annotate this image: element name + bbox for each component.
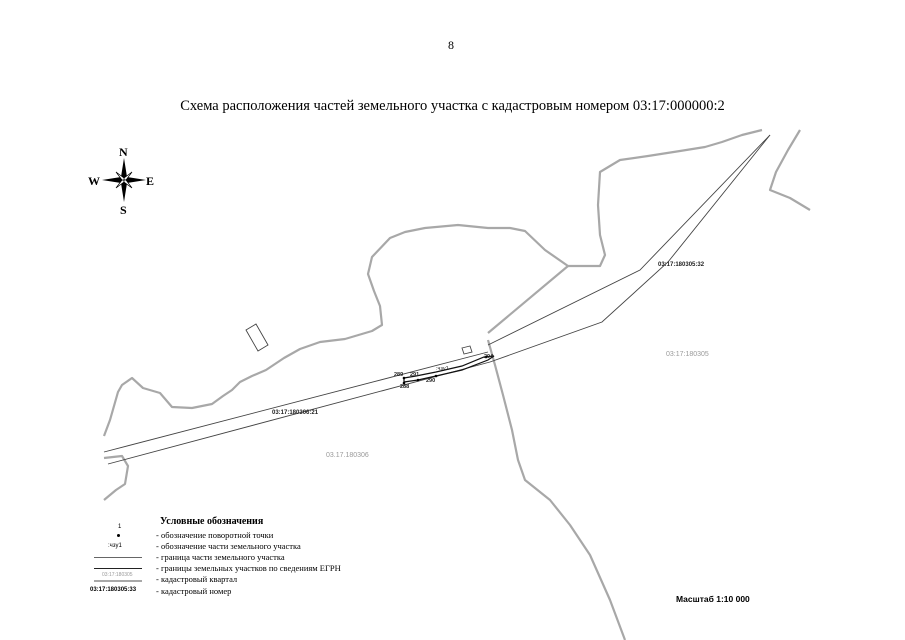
quarter-boundary-ne [770,130,810,210]
parcel-boundaries [104,135,770,464]
land-part [404,356,494,382]
legend-text: - границы земельных участков по сведениям ЕГРН [156,563,341,573]
legend-row-part-boundary [90,552,410,562]
legend-part-label: :чзу1 [108,543,122,549]
map-scale: Масштаб 1:10 000 [676,594,750,604]
legend-symbol-part-boundary [90,552,148,562]
turning-point [435,375,438,378]
compass-south: S [120,203,127,217]
parcel-boundary-line [488,135,770,345]
quarter-boundary-river [104,130,762,436]
point-label: 291 [410,372,420,378]
quarter-boundary-mid [488,266,568,333]
legend-parcel-label: 03:17:180305:33 [90,587,137,593]
compass-west: W [88,174,100,188]
legend-symbol-quarter [90,574,148,584]
compass-north: N [119,145,128,159]
compass-east: E [146,174,155,188]
parcel-boundary-line [104,352,488,452]
quarter-label: 03:17:180305 [666,351,709,358]
legend-text: - обозначение поворотной точки [156,530,274,540]
legend-symbol-parcel [90,586,148,596]
legend-symbol-part [90,541,148,551]
point-label: 288 [400,384,410,390]
legend-text: - обозначение части земельного участка [156,541,301,551]
legend-row-quarter [90,574,410,584]
quarter-boundary-left [104,456,128,500]
page-number: 8 [448,38,454,52]
legend-quarter-label: 03:17:180305 [102,572,133,578]
legend-symbol-point [90,524,148,540]
legend-text: - граница части земельного участка [156,552,285,562]
point-label: 294 [484,354,494,360]
legend-text: - кадастровый номер [156,586,232,596]
parcel-label: 03:17:180306:21 [272,410,319,416]
legend-text: - кадастровый квартал [156,574,238,584]
point-label: 290 [426,378,436,384]
parcel-label: 03:17:180305:32 [658,262,705,268]
parcel-boundary-line [490,135,770,362]
dark-line-icon [94,568,142,569]
legend-row-point [90,524,410,540]
gray-line-icon [94,580,142,582]
turning-point [417,379,420,382]
legend-row-egrn-boundary [90,563,410,573]
legend-title: Условные обозначения [160,516,264,527]
legend-row-parcel [90,586,410,596]
building-outline [462,346,472,354]
land-part-boundary [404,356,494,382]
thin-line-icon [94,557,142,558]
map-labels [272,262,709,459]
compass-rose [88,145,154,217]
building-outline [246,324,268,351]
point-label: 289 [394,372,404,378]
page-title: Схема расположения частей земельного участка с кадастровым номером 03:17:000000:2 [180,98,725,114]
point-dot-icon [117,534,120,537]
legend-row-part [90,541,410,551]
legend-point-number: 1 [118,524,122,530]
quarter-label: 03.17.180306 [326,452,369,459]
part-label: :чзу1 [436,366,449,372]
quarter-boundary-road [488,340,625,640]
